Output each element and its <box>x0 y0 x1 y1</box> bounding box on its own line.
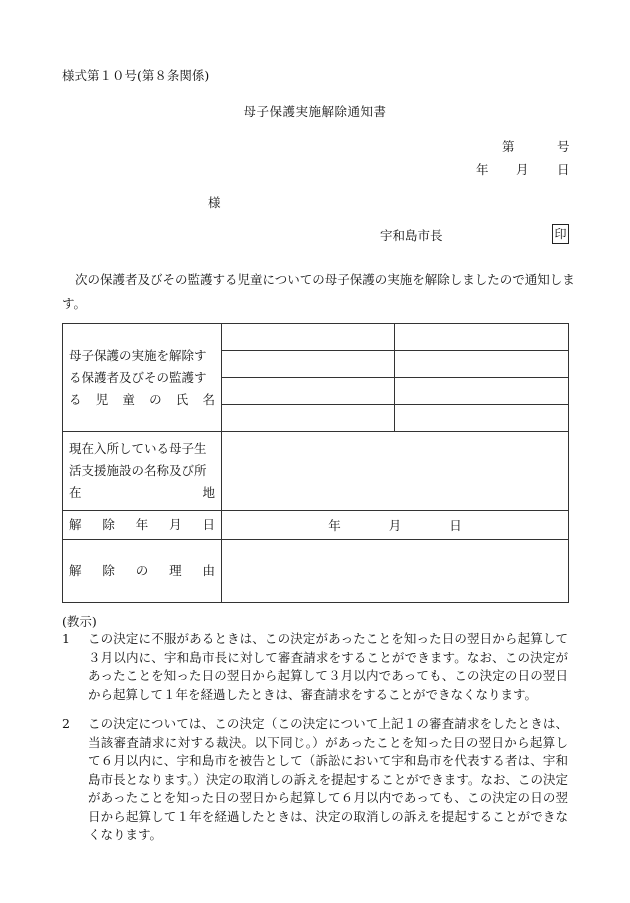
recipient-honorific: 様 <box>208 195 221 210</box>
guardian-name-label-line3 <box>69 389 215 411</box>
name-cell[interactable] <box>395 378 569 405</box>
release-reason-label <box>63 540 222 603</box>
label-char: 除 <box>102 563 115 578</box>
name-cell[interactable] <box>222 324 395 351</box>
guardian-name-label-line1: 母子保護の実施を解除す <box>69 347 207 363</box>
instruction-number: 1 <box>62 631 70 646</box>
name-cell[interactable] <box>222 405 395 432</box>
label-char: 日 <box>202 517 215 532</box>
label-char: 氏 <box>175 391 189 407</box>
doc-date-year: 年 <box>476 162 489 177</box>
release-date-month: 月 <box>388 518 402 533</box>
instruction-text: この決定に不服があるときは、この決定があったことを知った日の翌日から起算して３月以内に、宇和島市長に対して審査請求をすることができます。なお、この決定があったことを知った日の翌日から起算して３月以内であっても、この決定の日の翌日から起算して１年を経過したときは、審査請求をすることができなくなります。 <box>88 631 568 702</box>
name-cell[interactable] <box>395 351 569 378</box>
label-char: 月 <box>169 517 182 532</box>
release-date-year: 年 <box>328 518 341 533</box>
label-char: の <box>149 391 162 407</box>
label-char: 年 <box>135 517 149 532</box>
label-char: 理 <box>169 563 182 578</box>
label-char: る <box>69 391 82 407</box>
label-char: 解 <box>69 517 82 532</box>
label-char: 地 <box>202 485 215 500</box>
document-title: 母子保護実施解除通知書 <box>243 104 387 119</box>
name-cell[interactable] <box>395 324 569 351</box>
issuer-name: 宇和島市長 <box>380 228 443 243</box>
doc-date-month: 月 <box>516 162 529 177</box>
doc-date-day: 日 <box>557 162 570 177</box>
release-reason-cell[interactable] <box>222 540 569 603</box>
instruction-item-2 <box>62 715 568 845</box>
label-char: 児 <box>95 391 109 407</box>
release-date-cell[interactable] <box>222 511 569 540</box>
name-cell[interactable] <box>395 405 569 432</box>
label-char: の <box>135 563 149 578</box>
release-date-day: 日 <box>449 518 462 533</box>
instructions-heading: (教示) <box>62 614 97 629</box>
name-cell[interactable] <box>222 351 395 378</box>
guardian-name-label <box>63 324 222 432</box>
label-char: 在 <box>69 485 82 500</box>
doc-number-dai: 第 <box>502 139 515 154</box>
facility-location-cell[interactable] <box>222 432 569 511</box>
seal-box: 印 <box>552 224 569 244</box>
doc-number-go: 号 <box>557 139 570 154</box>
instruction-text: この決定については、この決定（この決定について上記１の審査請求をしたときは、当該審査請求に対する裁決。以下同じ。）があったことを知った日の翌日から起算して６月以内に、宇和島市を被告として（訴訟において宇和島市を代表する者は、宇和島市長となります。）決定の取消しの訴えを提起することができます。なお、この決定があったことを知った日の翌日から起算して６月以内であっても、この決定の日の翌日から起算して１年を経過したときは、決定の取消しの訴えを提起することができなくなります。 <box>88 716 568 842</box>
intro-text: 次の保護者及びその監護する児童についての母子保護の実施を解除しましたので通知します。 <box>62 272 575 311</box>
label-char: 由 <box>202 563 215 578</box>
label-char: 名 <box>202 391 215 407</box>
facility-label-line3 <box>69 482 215 504</box>
release-date-label <box>63 511 222 540</box>
guardian-name-label-line2: る保護者及びその監護す <box>69 369 207 385</box>
instruction-number: 2 <box>62 716 70 731</box>
facility-label-line1: 現在入所している母子生 <box>69 441 207 456</box>
facility-label-line2: 活支援施設の名称及び所 <box>69 463 207 478</box>
form-number: 様式第１０号(第８条関係) <box>62 68 210 83</box>
facility-location-label <box>63 432 222 511</box>
notice-table <box>62 323 569 603</box>
label-char: 解 <box>69 563 82 578</box>
label-char: 童 <box>122 391 135 407</box>
name-cell[interactable] <box>222 378 395 405</box>
instruction-item-1 <box>62 630 568 704</box>
label-char: 除 <box>102 517 115 532</box>
